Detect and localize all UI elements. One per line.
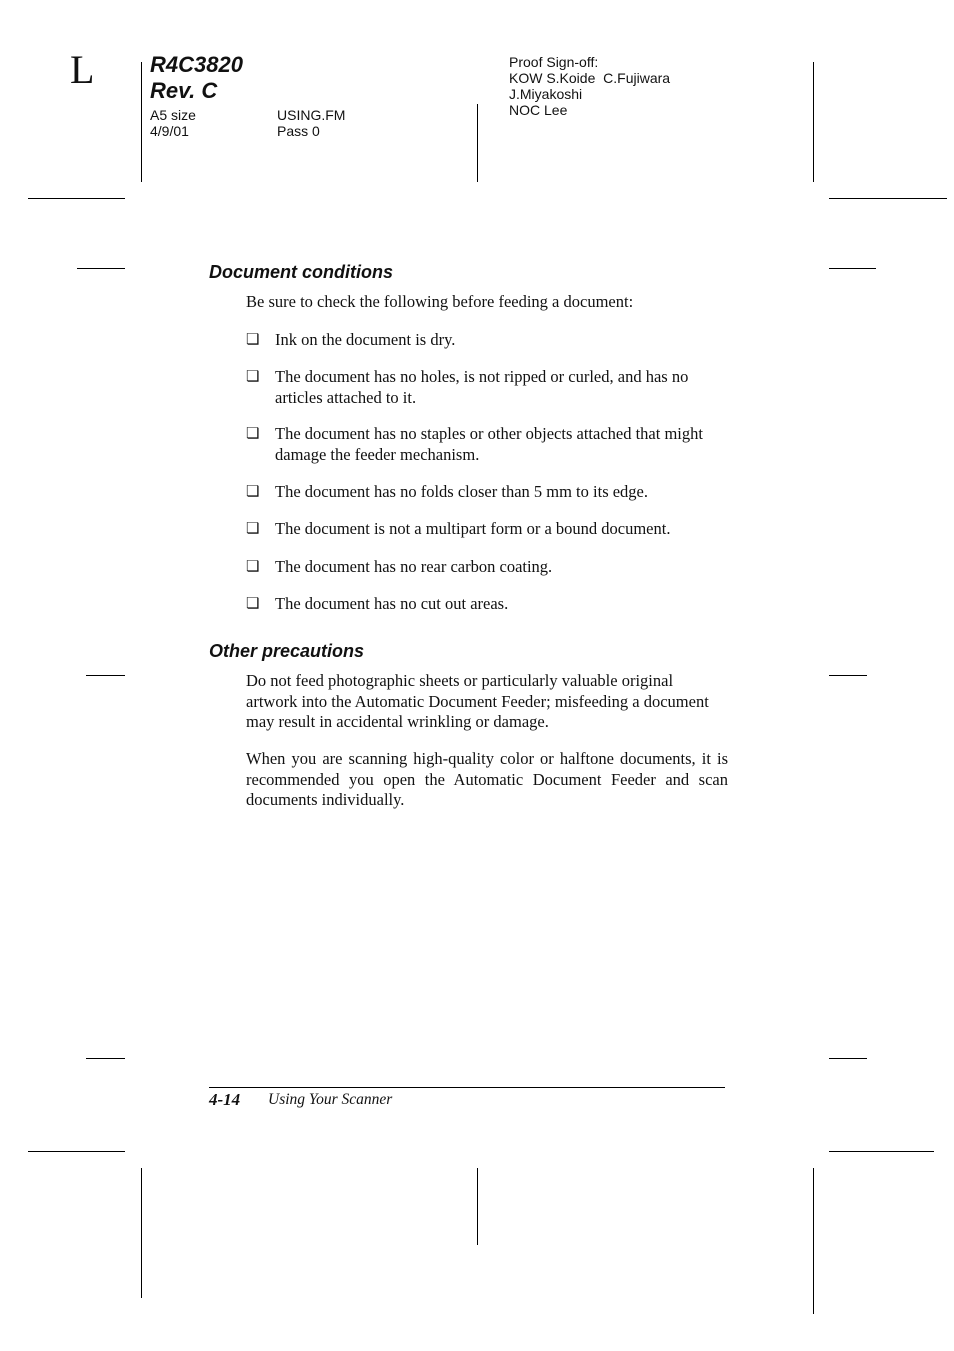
footer-rule xyxy=(209,1087,725,1088)
section-heading-document-conditions: Document conditions xyxy=(209,262,393,282)
proof-signoff-block xyxy=(509,54,670,118)
list-item xyxy=(246,424,728,465)
crop-mark-upper-left xyxy=(77,268,125,269)
list-item-text: The document has no holes, is not ripped or curled, and has no articles attached to it. xyxy=(275,367,689,407)
list-item-text: The document has no folds closer than 5 mm to its edge. xyxy=(275,482,649,501)
intro-paragraph: Be sure to check the following before feeding a document: xyxy=(246,292,634,311)
model-title xyxy=(150,52,243,104)
crop-mark-mid-left xyxy=(86,675,125,676)
list-item xyxy=(246,367,728,408)
list-item-text: The document has no rear carbon coating. xyxy=(275,557,553,576)
chapter-title: Using Your Scanner xyxy=(268,1091,393,1108)
checkbox-bullet-icon: ❏ xyxy=(246,332,260,348)
crop-mark-center-top xyxy=(477,104,478,182)
crop-mark-lower-right xyxy=(829,1058,867,1059)
model-revision: Rev. C xyxy=(150,78,218,103)
proof-signoff-names-1: KOW S.Koide C.Fujiwara xyxy=(509,70,671,86)
crop-mark-upper-right xyxy=(829,268,876,269)
page-number: 4-14 xyxy=(209,1090,241,1109)
file-label: USING.FM xyxy=(277,107,346,123)
list-item-text: The document is not a multipart form or a bound document. xyxy=(275,519,671,538)
crop-mark-lower-left xyxy=(86,1058,125,1059)
pass-label: Pass 0 xyxy=(277,123,320,139)
list-item xyxy=(246,594,728,615)
crop-mark-bottom-right xyxy=(829,1151,934,1152)
checkbox-bullet-icon: ❏ xyxy=(246,369,260,385)
list-item-text: The document has no cut out areas. xyxy=(275,594,509,613)
list-item-text: Ink on the document is dry. xyxy=(275,330,456,349)
list-item xyxy=(246,482,728,503)
list-item xyxy=(246,557,728,578)
checkbox-bullet-icon: ❏ xyxy=(246,559,260,575)
checkbox-bullet-icon: ❏ xyxy=(246,426,260,442)
checkbox-bullet-icon: ❏ xyxy=(246,596,260,612)
list-item xyxy=(246,330,728,351)
checkbox-bullet-icon: ❏ xyxy=(246,484,260,500)
crop-mark-center-bottom xyxy=(477,1168,478,1245)
proof-signoff-names-3: NOC Lee xyxy=(509,102,568,118)
crop-mark-left-bottom xyxy=(141,1168,142,1298)
crop-mark-mid-right xyxy=(829,675,867,676)
section-heading-other-precautions: Other precautions xyxy=(209,641,365,661)
list-item xyxy=(246,519,728,540)
crop-mark-top-left xyxy=(28,198,125,199)
checkbox-bullet-icon: ❏ xyxy=(246,521,260,537)
date-label: 4/9/01 xyxy=(150,123,189,139)
proof-signoff-names-2: J.Miyakoshi xyxy=(509,86,583,102)
crop-mark-right-top xyxy=(813,62,814,182)
list-item-text: The document has no staples or other objects attached that might damage the feeder mechanism. xyxy=(275,424,703,464)
crop-mark-bottom-left xyxy=(28,1151,125,1152)
model-number: R4C3820 xyxy=(150,52,243,77)
precaution-paragraph: Do not feed photographic sheets or particularly valuable original artwork into the Automatic Document Feeder; misfeeding a document may result in accidental wrinkling or damage. xyxy=(246,671,709,731)
crop-mark-left-top xyxy=(141,62,142,182)
crop-mark-top-right xyxy=(829,198,947,199)
crop-mark-right-bottom xyxy=(813,1168,814,1314)
size-label: A5 size xyxy=(150,107,196,123)
corner-letter: L xyxy=(70,47,95,92)
proof-signoff-label: Proof Sign-off: xyxy=(509,54,599,70)
precaution-paragraph: When you are scanning high-quality color or halftone documents, it is recommended you open the Automatic Document Feeder and scan documents individually. xyxy=(246,749,728,809)
